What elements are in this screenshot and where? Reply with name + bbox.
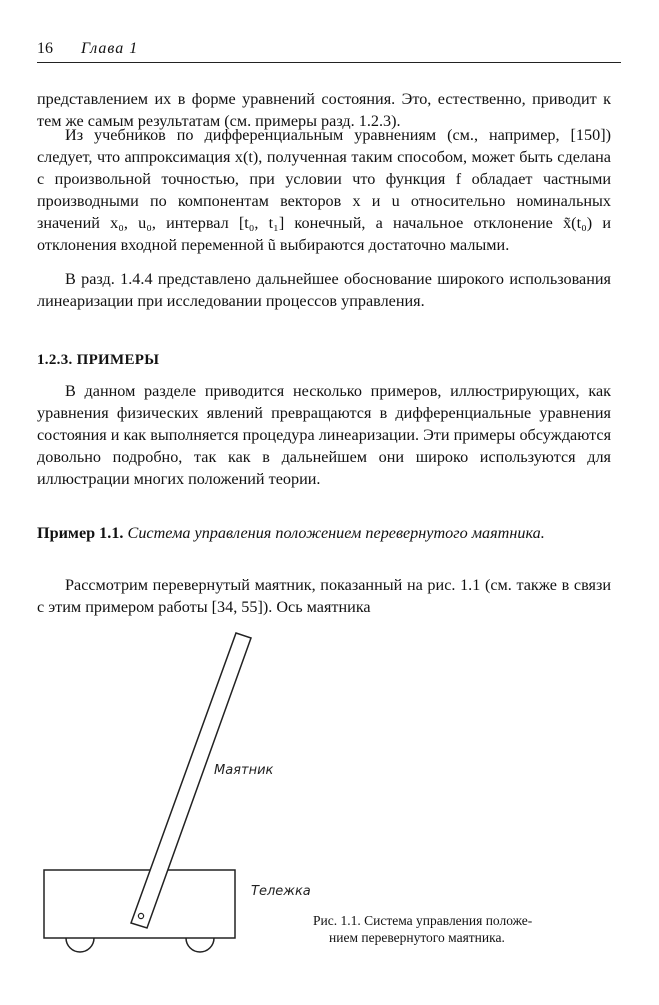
cart-wheel-left	[66, 938, 94, 952]
pendulum-rod	[131, 633, 251, 928]
caption-line-2: нием перевернутого маятника.	[329, 930, 505, 945]
caption-line-1: Рис. 1.1. Система управления положе-	[313, 913, 533, 928]
paragraph-4: В данном разделе приводится несколько примеров, иллюстрирующих, как уравнения физических явлений превращаются в дифференциальные уравнения состояния и как выполняется процедура линеаризации. Эти примеры обсуждаются довольно подробно, так как в дальнейшем они широко используются для иллюстрации многих положений теории.	[37, 382, 612, 488]
cart-wheel-right	[186, 938, 214, 952]
example-label: Пример 1.1.	[37, 524, 124, 542]
paragraph-5: Рассмотрим перевернутый маятник, показанный на рис. 1.1 (см. также в связи с этим примером работы [34, 55]). Ось маятника	[37, 576, 611, 616]
page-header	[37, 40, 621, 63]
section-heading: 1.2.3. ПРИМЕРЫ	[37, 352, 160, 368]
figure-caption	[313, 912, 613, 946]
paragraph-1: представлением их в форме уравнений состояния. Это, естественно, приводит к тем же самым результатам (см. примеры разд. 1.2.3).	[37, 90, 611, 130]
example-heading	[37, 522, 611, 544]
chapter-title: Глава 1	[81, 40, 139, 57]
cart-label: Тележка	[251, 884, 311, 899]
paragraph-3: В разд. 1.4.4 представлено дальнейшее обоснование широкого использования линеаризации при исследовании процессов управления.	[37, 270, 611, 310]
figure-1-1	[0, 620, 659, 1000]
paragraph-2: Из учебников по дифференциальным уравнениям (см., например, [150]) следует, что аппроксимация x(t), полученная таким способом, может быть сделана с произвольной точностью, при условии что функция f обладает частными производными по компонентам векторов x и u относительно номинальных значений x₀, u₀, интервал [t₀, t₁] конечный, а начальное отклонение x̃(t₀) и отклонения входной переменной ũ выбираются достаточно малыми.	[37, 126, 611, 254]
pendulum-label: Маятник	[214, 763, 274, 778]
example-title: Система управления положением перевернутого маятника.	[127, 524, 545, 542]
page-number: 16	[37, 40, 53, 57]
